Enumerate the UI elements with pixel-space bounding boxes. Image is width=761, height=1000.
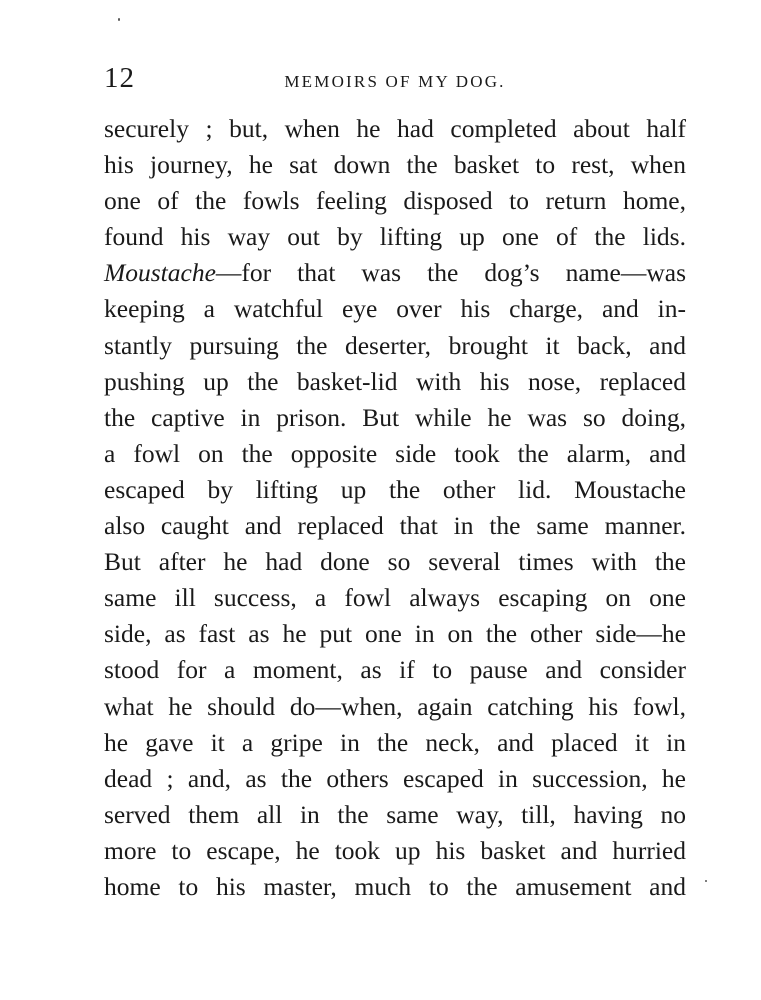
line-text: one of the fowls feeling disposed to return home,	[104, 186, 686, 216]
text-line	[104, 472, 686, 508]
line-text: found his way out by lifting up one of the lids.	[104, 222, 686, 252]
text-line	[104, 508, 686, 544]
line-text: side, as fast as he put one in on the other side—he	[104, 619, 686, 649]
paper-speck	[705, 880, 707, 882]
line-text: more to escape, he took up his basket and hurried	[104, 835, 686, 865]
line-text: securely ; but, when he had completed about half	[104, 114, 686, 143]
text-line	[104, 616, 686, 652]
line-text: his journey, he sat down the basket to rest, when	[104, 150, 686, 180]
line-text: But after he had done so several times with the	[104, 547, 686, 577]
text-line	[104, 328, 686, 364]
line-text: a fowl on the opposite side took the alarm, and	[104, 438, 686, 468]
line-text: escaped by lifting up the other lid. Moustache	[104, 474, 686, 504]
body-text	[104, 111, 686, 905]
line-text: also caught and replaced that in the same manner.	[104, 511, 686, 541]
page-header	[100, 62, 690, 102]
text-line	[104, 400, 686, 436]
text-line	[104, 291, 686, 327]
paper-speck	[118, 18, 120, 21]
italic-name: Moustache	[104, 258, 216, 288]
text-line	[104, 833, 686, 869]
text-line	[104, 147, 686, 183]
line-text: pushing up the basket-lid with his nose, replaced	[104, 366, 686, 396]
line-text: stantly pursuing the deserter, brought it back, and	[104, 330, 686, 360]
line-text: stood for a moment, as if to pause and consider	[104, 655, 686, 685]
text-line	[104, 580, 686, 616]
text-line	[104, 689, 686, 725]
running-head: MEMOIRS OF MY DOG.	[284, 72, 506, 91]
text-line	[104, 219, 686, 255]
line-text: served them all in the same way, till, having no	[104, 799, 686, 829]
text-line	[104, 364, 686, 400]
text-line	[104, 869, 686, 905]
line-text: what he should do—when, again catching his fowl,	[104, 691, 686, 721]
line-text: same ill success, a fowl always escaping on one	[104, 583, 686, 613]
text-line	[104, 725, 686, 761]
text-line	[104, 761, 686, 797]
text-line	[104, 183, 686, 219]
line-text: keeping a watchful eye over his charge, and in-	[104, 294, 686, 324]
line-text: —for that was the dog’s name—was	[215, 258, 686, 288]
text-line	[104, 255, 686, 291]
text-line	[104, 111, 686, 147]
text-line	[104, 797, 686, 833]
page-number: 12	[104, 62, 135, 94]
text-line	[104, 436, 686, 472]
line-text: he gave it a gripe in the neck, and placed it in	[104, 727, 686, 757]
text-line	[104, 544, 686, 580]
line-text: dead ; and, as the others escaped in succession, he	[104, 763, 686, 793]
text-line	[104, 652, 686, 688]
line-text: home to his master, much to the amusement and	[104, 871, 686, 901]
line-text: the captive in prison. But while he was so doing,	[104, 402, 686, 432]
